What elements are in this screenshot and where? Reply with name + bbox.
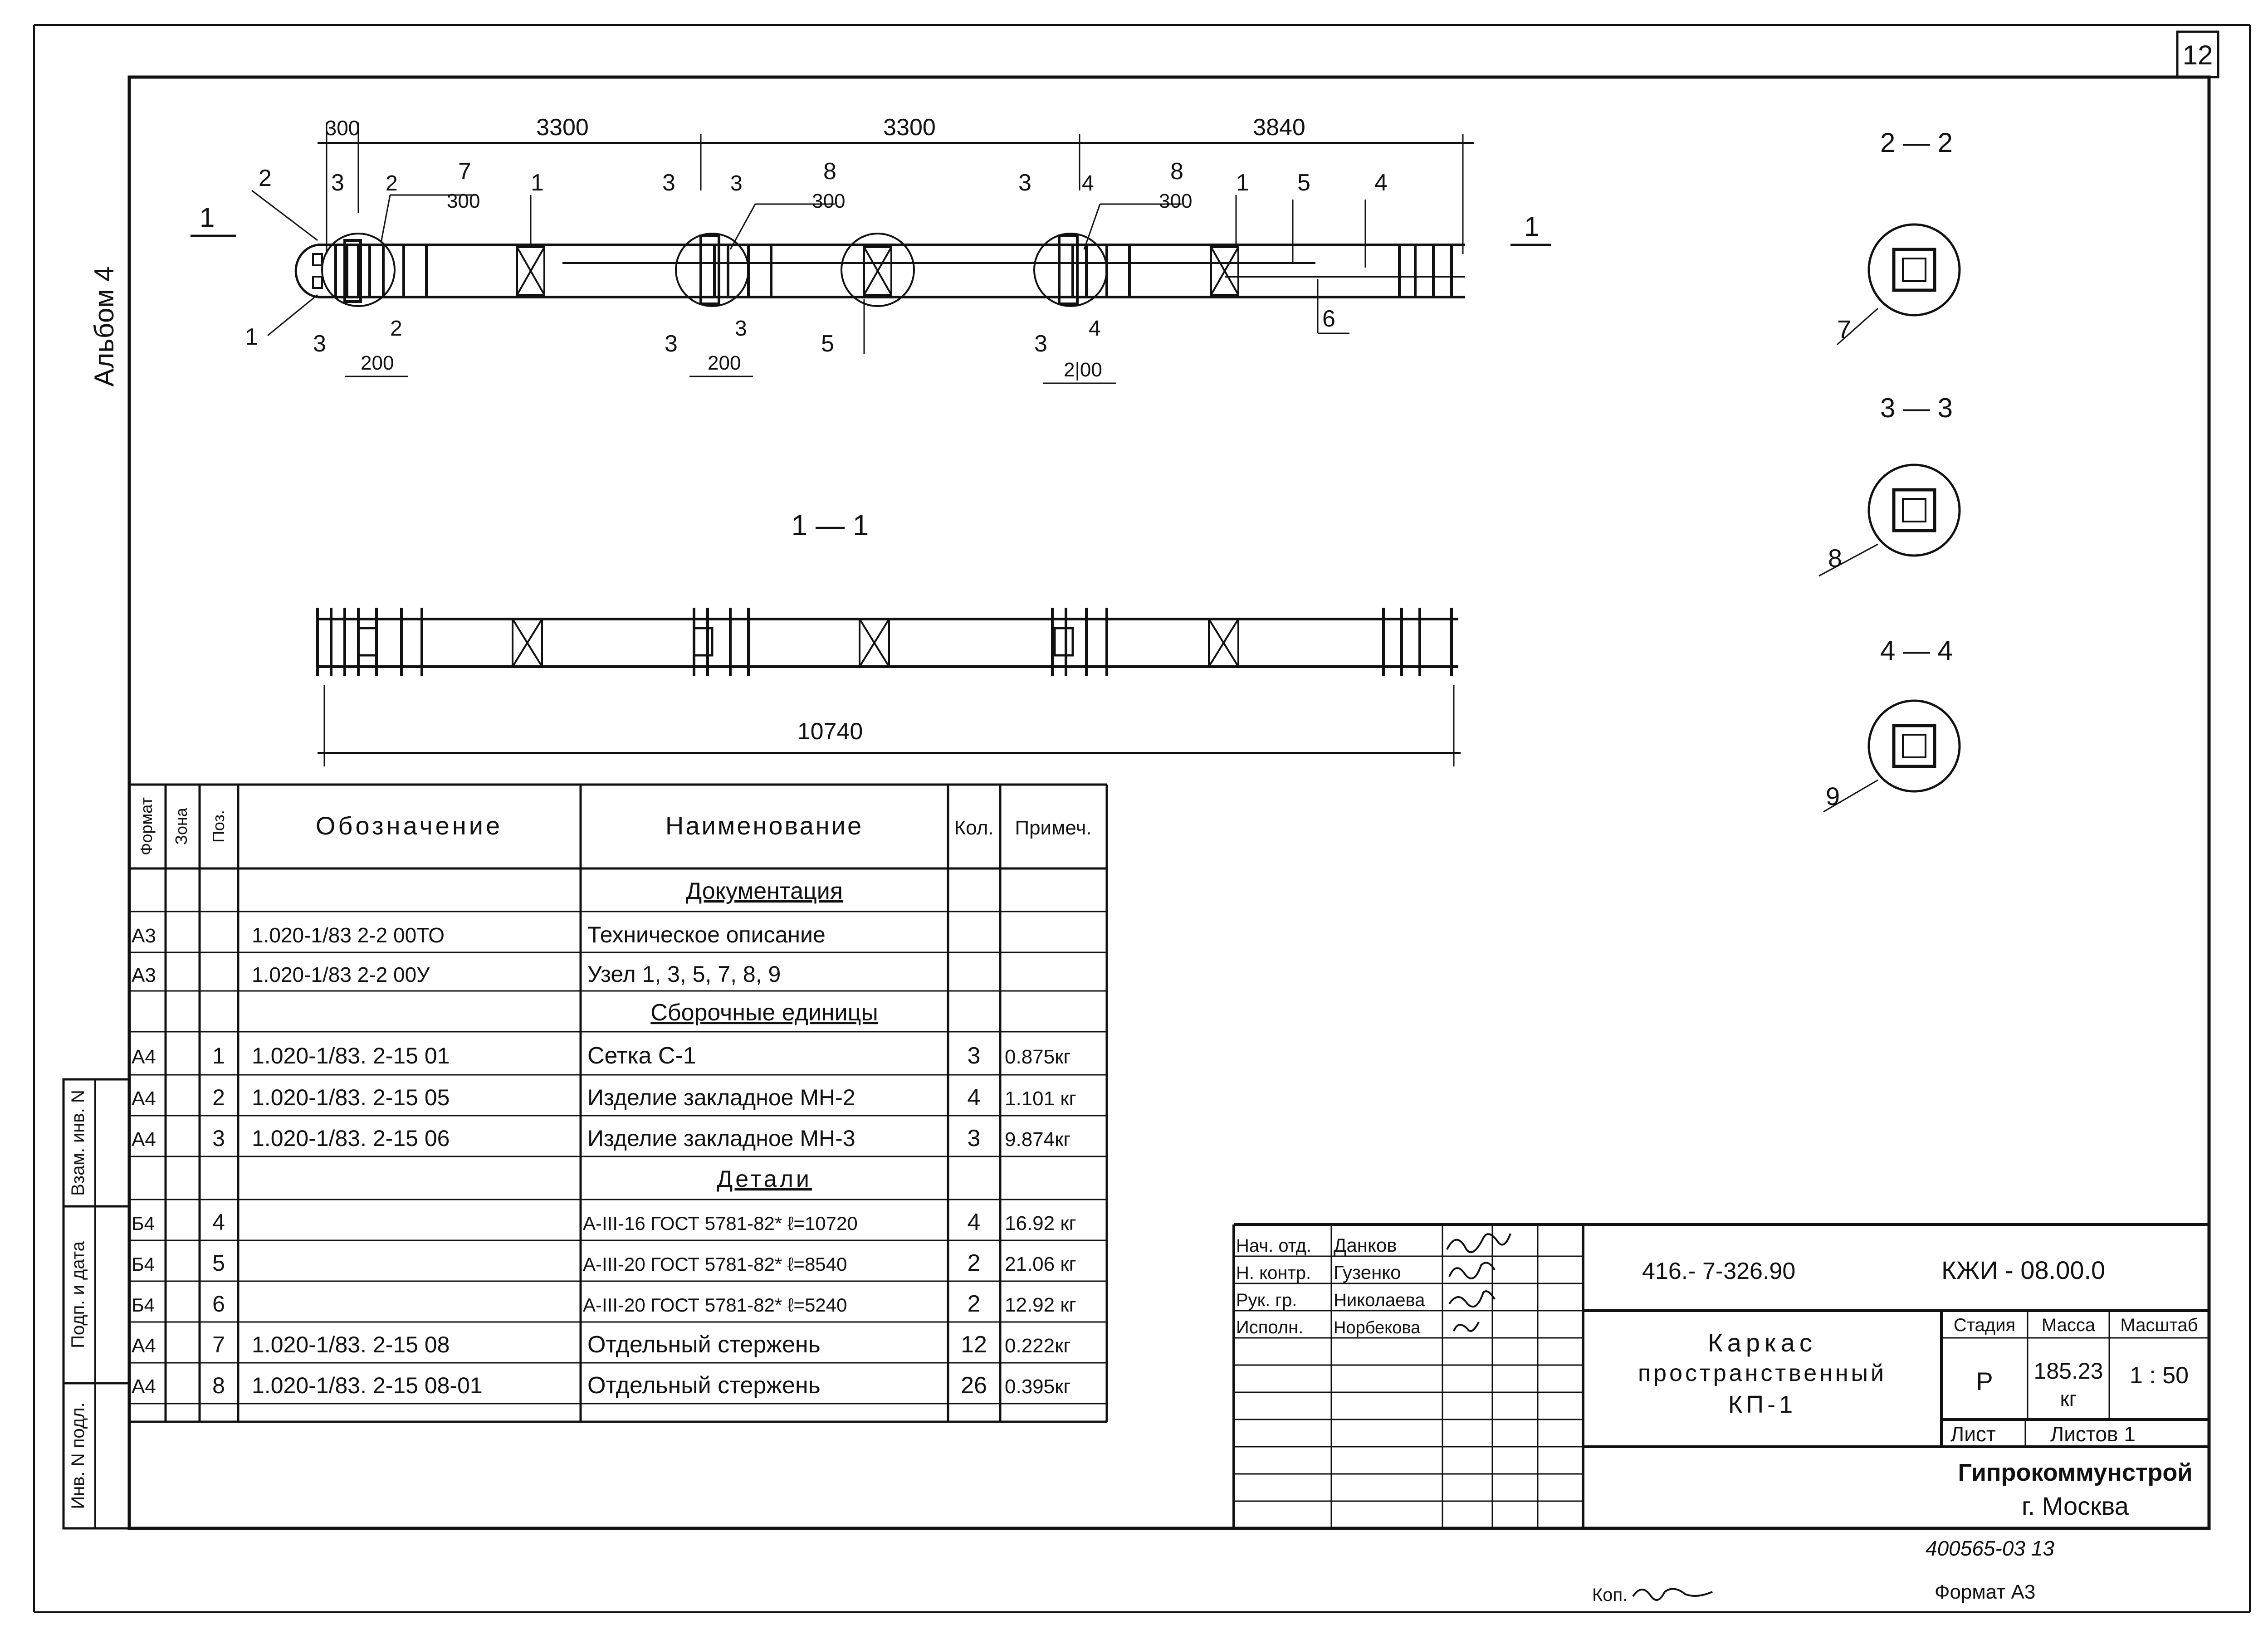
row-name: Техническое описание xyxy=(587,922,826,947)
row-qty: 4 xyxy=(967,1209,981,1235)
handwritten-signatures xyxy=(1447,1234,1510,1331)
sheet-label: Лист xyxy=(1950,1422,1996,1446)
table-row xyxy=(132,1250,1076,1276)
row-note: 12.92 кг xyxy=(1005,1294,1076,1316)
callout-3-b: 3 xyxy=(313,331,326,357)
dim-3840: 3840 xyxy=(1253,114,1305,141)
callout-1-left: 1 xyxy=(245,324,258,350)
callout-3-c: 3 xyxy=(662,170,675,196)
row-designation: 1.020-1/83 2-2 00ТО xyxy=(252,923,445,947)
row-format: А4 xyxy=(132,1128,156,1151)
row-format: А3 xyxy=(132,964,156,986)
organization: Гипрокоммунстрой xyxy=(1958,1459,2193,1486)
title-block xyxy=(1234,1224,2209,1528)
row-format: А4 xyxy=(132,1088,156,1110)
row-qty: 3 xyxy=(967,1043,981,1069)
mass-unit: кг xyxy=(2060,1387,2077,1410)
section-3-3 xyxy=(1819,393,1960,576)
plan-view xyxy=(191,114,1551,383)
row-note: 0.875кг xyxy=(1005,1046,1071,1068)
row-pos: 1 xyxy=(212,1043,225,1068)
section-mark-3-bottom: 3 xyxy=(735,317,747,341)
row-pos: 7 xyxy=(212,1332,225,1357)
stamp-inv-label: Инв. N подл. xyxy=(68,1402,88,1509)
callout-8-b: 8 xyxy=(1170,158,1183,185)
row-name: Отдельный стержень xyxy=(587,1372,821,1399)
row-name: Отдельный стержень xyxy=(587,1332,821,1358)
row-note: 1.101 кг xyxy=(1005,1088,1076,1110)
sheet-number: 12 xyxy=(2182,40,2213,70)
city: г. Москва xyxy=(2022,1492,2129,1520)
signature-row xyxy=(1236,1317,1421,1337)
callout-8-a-sub: 300 xyxy=(812,190,846,212)
row-pos: 2 xyxy=(212,1085,225,1110)
album-label: Альбом 4 xyxy=(89,266,119,387)
row-designation: 1.020-1/83. 2-15 08 xyxy=(252,1332,450,1357)
callout-7-sub: 300 xyxy=(447,190,480,212)
group-assemblies: Сборочные единицы xyxy=(650,1000,878,1026)
header-qty: Кол. xyxy=(954,817,994,839)
sheets-label: Листов 1 xyxy=(2050,1422,2136,1446)
callout-3-e: 3 xyxy=(1018,170,1031,196)
callout-4: 4 xyxy=(1374,170,1388,196)
section-mark-2-bottom: 2 xyxy=(390,317,402,341)
row-note: 21.06 кг xyxy=(1005,1253,1076,1275)
sig-name: Николаева xyxy=(1334,1290,1425,1310)
row-qty: 3 xyxy=(967,1125,981,1151)
row-designation: 1.020-1/83. 2-15 01 xyxy=(252,1043,450,1068)
row-name: Изделие закладное МН-2 xyxy=(587,1085,855,1110)
header-zone: Зона xyxy=(172,808,191,845)
row-designation: 1.020-1/83. 2-15 05 xyxy=(252,1085,450,1110)
callout-6: 6 xyxy=(1322,306,1335,332)
group-documentation: Документация xyxy=(686,878,843,904)
table-row xyxy=(132,961,781,987)
object-title-1: Каркас xyxy=(1708,1328,1817,1357)
row-format: Б4 xyxy=(132,1213,155,1234)
table-row xyxy=(132,1043,1070,1069)
row-qty: 4 xyxy=(967,1084,981,1111)
table-row xyxy=(132,1332,1070,1358)
scale-label: Масштаб xyxy=(2120,1315,2198,1335)
row-format: Б4 xyxy=(132,1294,155,1316)
row-qty: 2 xyxy=(967,1250,981,1276)
header-format: Формат xyxy=(137,797,156,855)
sig-role: Н. контр. xyxy=(1236,1263,1311,1283)
section-mark-4-bottom: 4 xyxy=(1089,317,1101,341)
view-title: 1 — 1 xyxy=(791,509,869,541)
row-pos: 5 xyxy=(212,1250,225,1276)
section-mark-2-top: 2 xyxy=(386,171,398,195)
callout-8-a: 8 xyxy=(823,158,836,185)
row-format: А3 xyxy=(132,925,156,947)
dim-200-a: 200 xyxy=(361,352,394,374)
signature-row xyxy=(1236,1234,1397,1256)
code-left: 416.- 7-326.90 xyxy=(1642,1258,1796,1284)
dim-200-c: 2|00 xyxy=(1064,359,1102,381)
row-qty: 12 xyxy=(961,1332,987,1358)
section-mark-3-top: 3 xyxy=(730,171,743,195)
row-designation: 1.020-1/83 2-2 00У xyxy=(252,963,430,986)
row-name: Сетка С-1 xyxy=(587,1043,696,1069)
section-2-2-title: 2 — 2 xyxy=(1880,127,1953,158)
row-note: 0.395кг xyxy=(1005,1375,1071,1398)
copy-note: Коп. xyxy=(1592,1585,1628,1605)
row-pos: 8 xyxy=(212,1373,225,1398)
table-row xyxy=(132,1372,1070,1399)
callout-3-f: 3 xyxy=(1034,331,1047,357)
row-note: 9.874кг xyxy=(1005,1128,1071,1151)
callout-7: 7 xyxy=(458,158,471,185)
section-4-4-title: 4 — 4 xyxy=(1880,635,1953,666)
dim-200-b: 200 xyxy=(708,352,741,374)
row-name: Изделие закладное МН-3 xyxy=(587,1126,855,1151)
header-designation: Обозначение xyxy=(315,811,503,840)
dim-3300-a: 3300 xyxy=(536,114,589,141)
row-format: А4 xyxy=(132,1046,156,1068)
header-name: Наименование xyxy=(665,811,864,840)
row-pos: 4 xyxy=(212,1210,225,1235)
row-name: А-III-20 ГОСТ 5781-82* ℓ=5240 xyxy=(583,1294,847,1316)
callout-3-a: 3 xyxy=(331,170,344,196)
row-name: Узел 1, 3, 5, 7, 8, 9 xyxy=(587,961,781,987)
row-name: А-III-20 ГОСТ 5781-82* ℓ=8540 xyxy=(583,1254,847,1275)
section-3-3-label: 8 xyxy=(1828,544,1843,572)
mass-value: 185.23 xyxy=(2033,1358,2103,1384)
section-2-2-label: 7 xyxy=(1837,315,1852,343)
sig-role: Исполн. xyxy=(1236,1317,1304,1337)
sig-role: Нач. отд. xyxy=(1236,1236,1312,1256)
object-title-2: пространственный xyxy=(1637,1360,1887,1386)
cut-mark-left: 1 xyxy=(200,202,215,233)
callout-8-b-sub: 300 xyxy=(1159,190,1193,212)
scale-value: 1 : 50 xyxy=(2129,1362,2189,1389)
code-right: КЖИ - 08.00.0 xyxy=(1941,1256,2106,1284)
section-4-4-label: 9 xyxy=(1826,782,1840,810)
callout-1-mesh-c: 1 xyxy=(1236,170,1249,196)
table-row xyxy=(132,1084,1076,1111)
format-note: Формат А3 xyxy=(1935,1581,2036,1603)
callout-3-d: 3 xyxy=(665,331,678,357)
sig-role: Рук. гр. xyxy=(1236,1290,1297,1310)
section-2-2 xyxy=(1837,127,1960,345)
object-title-3: КП-1 xyxy=(1728,1391,1797,1418)
row-pos: 3 xyxy=(212,1126,225,1151)
table-row xyxy=(132,1209,1076,1235)
row-designation: 1.020-1/83. 2-15 06 xyxy=(252,1126,450,1151)
stage-value: Р xyxy=(1976,1367,1993,1395)
row-designation: 1.020-1/83. 2-15 08-01 xyxy=(252,1373,483,1398)
callout-5-bar: 5 xyxy=(1297,170,1310,196)
dim-overall: 10740 xyxy=(797,718,863,745)
side-view-1-1 xyxy=(318,509,1461,766)
section-3-3-title: 3 — 3 xyxy=(1880,393,1953,423)
dim-3300-b: 3300 xyxy=(883,114,936,141)
group-details: Детали xyxy=(717,1166,812,1192)
table-row xyxy=(132,1125,1070,1151)
row-note: 0.222кг xyxy=(1005,1335,1071,1357)
header-note: Примеч. xyxy=(1015,817,1092,839)
row-format: Б4 xyxy=(132,1254,155,1275)
sig-name: Норбекова xyxy=(1334,1318,1421,1337)
archive-code: 400565-03 13 xyxy=(1926,1536,2054,1560)
section-mark-4-top: 4 xyxy=(1082,171,1094,195)
callout-1-mesh-a: 1 xyxy=(531,170,544,196)
row-note: 16.92 кг xyxy=(1005,1212,1076,1234)
table-row xyxy=(132,922,826,947)
header-pos: Поз. xyxy=(209,810,228,843)
dim-300: 300 xyxy=(325,116,360,140)
sig-name: Данков xyxy=(1334,1234,1397,1256)
stamp-sign-label: Подп. и дата xyxy=(68,1241,88,1348)
left-stamp xyxy=(64,1079,129,1528)
row-pos: 6 xyxy=(212,1291,225,1317)
copy-signature xyxy=(1633,1589,1712,1600)
table-row xyxy=(132,1291,1076,1317)
row-qty: 2 xyxy=(967,1291,981,1317)
stage-label: Стадия xyxy=(1953,1315,2016,1335)
row-qty: 26 xyxy=(961,1372,987,1399)
spec-table xyxy=(129,785,1107,1422)
cut-mark-right: 1 xyxy=(1524,211,1540,242)
sig-name: Гузенко xyxy=(1334,1262,1401,1283)
stamp-replace-label: Взам. инв. N xyxy=(68,1090,88,1196)
row-name: А-III-16 ГОСТ 5781-82* ℓ=10720 xyxy=(583,1213,858,1234)
section-4-4 xyxy=(1823,635,1960,812)
callout-5-circle: 5 xyxy=(821,331,834,357)
row-format: А4 xyxy=(132,1375,156,1398)
mass-label: Масса xyxy=(2041,1315,2096,1335)
row-format: А4 xyxy=(132,1335,156,1357)
callout-2: 2 xyxy=(259,165,272,191)
signature-row xyxy=(1236,1262,1401,1283)
